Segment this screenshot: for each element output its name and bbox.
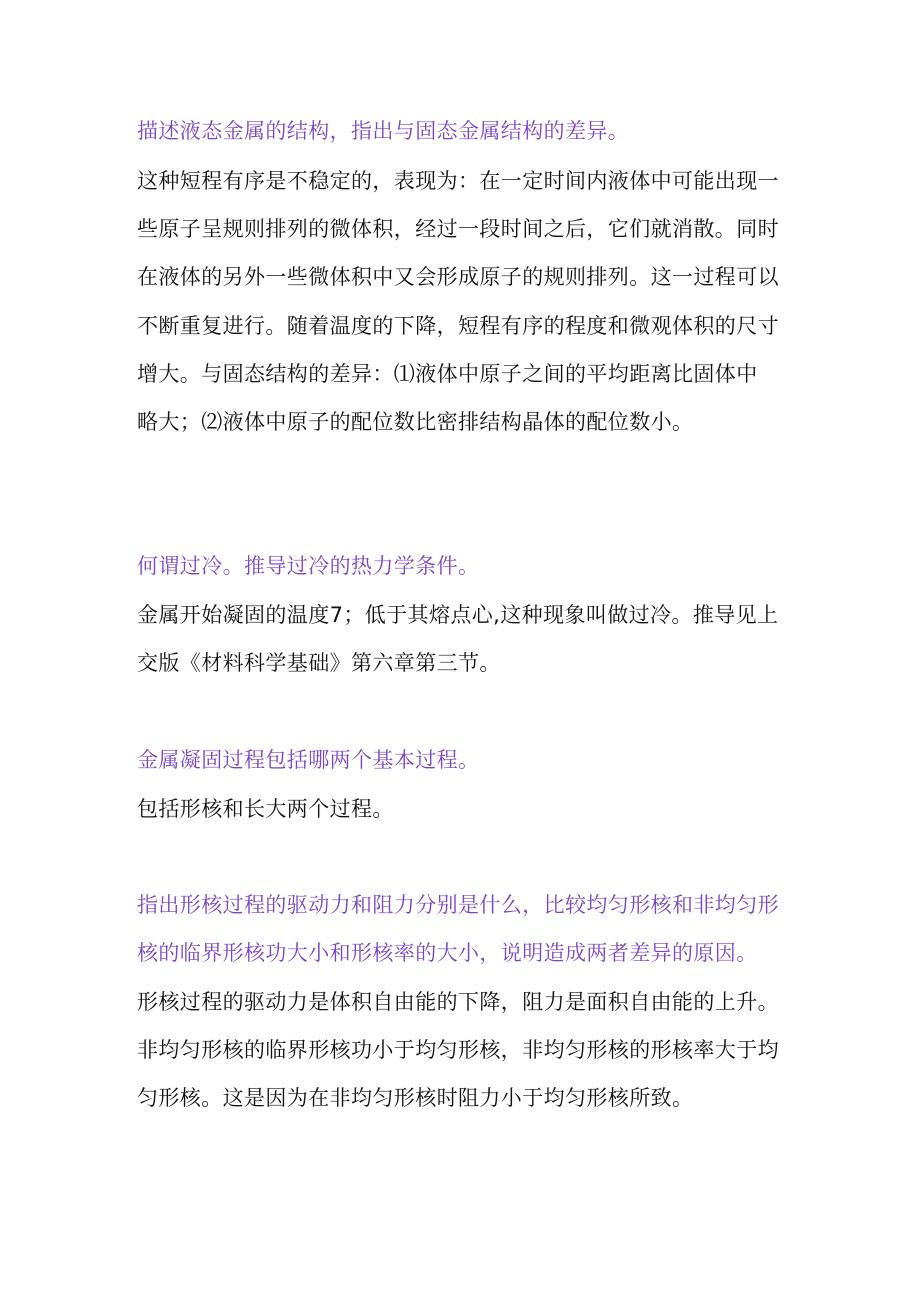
answer-1-line-4: 不断重复进行。随着温度的下降，短程有序的程度和微观体积的尺寸 (137, 314, 779, 338)
question-1-line-1: 描述液态金属的结构，指出与固态金属结构的差异。 (137, 119, 630, 143)
answer-1-line-3: 在液体的另外一些微体积中又会形成原子的规则排列。这一过程可以 (137, 265, 779, 289)
question-4-line-2: 核的临界形核功大小和形核率的大小，说明造成两者差异的原因。 (137, 941, 758, 965)
answer-1-line-6: 略大；⑵液体中原子的配位数比密排结构晶体的配位数小。 (137, 410, 694, 434)
answer-2-line-1: 金属开始凝固的温度7；低于其熔点心,这种现象叫做过冷。推导见上 (137, 603, 779, 627)
question-2-line-1: 何谓过冷。推导过冷的热力学条件。 (137, 554, 480, 578)
question-3-line-1: 金属凝固过程包括哪两个基本过程。 (137, 748, 480, 772)
answer-1-line-2: 些原子呈规则排列的微体积，经过一段时间之后，它们就消散。同时 (137, 217, 779, 241)
answer-3-line-1: 包括形核和长大两个过程。 (137, 797, 394, 821)
question-4-line-1: 指出形核过程的驱动力和阻力分别是什么，比较均匀形核和非均匀形 (137, 893, 779, 917)
answer-1-line-1: 这种短程有序是不稳定的，表现为：在一定时间内液体中可能出现一 (137, 169, 779, 193)
answer-4-line-1: 形核过程的驱动力是体积自由能的下降，阻力是面积自由能的上升。 (137, 990, 779, 1014)
answer-4-line-2: 非均匀形核的临界形核功小于均匀形核，非均匀形核的形核率大于均 (137, 1038, 779, 1062)
answer-2-line-2: 交版《材料科学基础》第六章第三节。 (137, 651, 501, 675)
answer-4-line-3: 匀形核。这是因为在非均匀形核时阻力小于均匀形核所致。 (137, 1086, 694, 1110)
answer-1-line-5: 增大。与固态结构的差异：⑴液体中原子之间的平均距离比固体中 (137, 362, 758, 386)
